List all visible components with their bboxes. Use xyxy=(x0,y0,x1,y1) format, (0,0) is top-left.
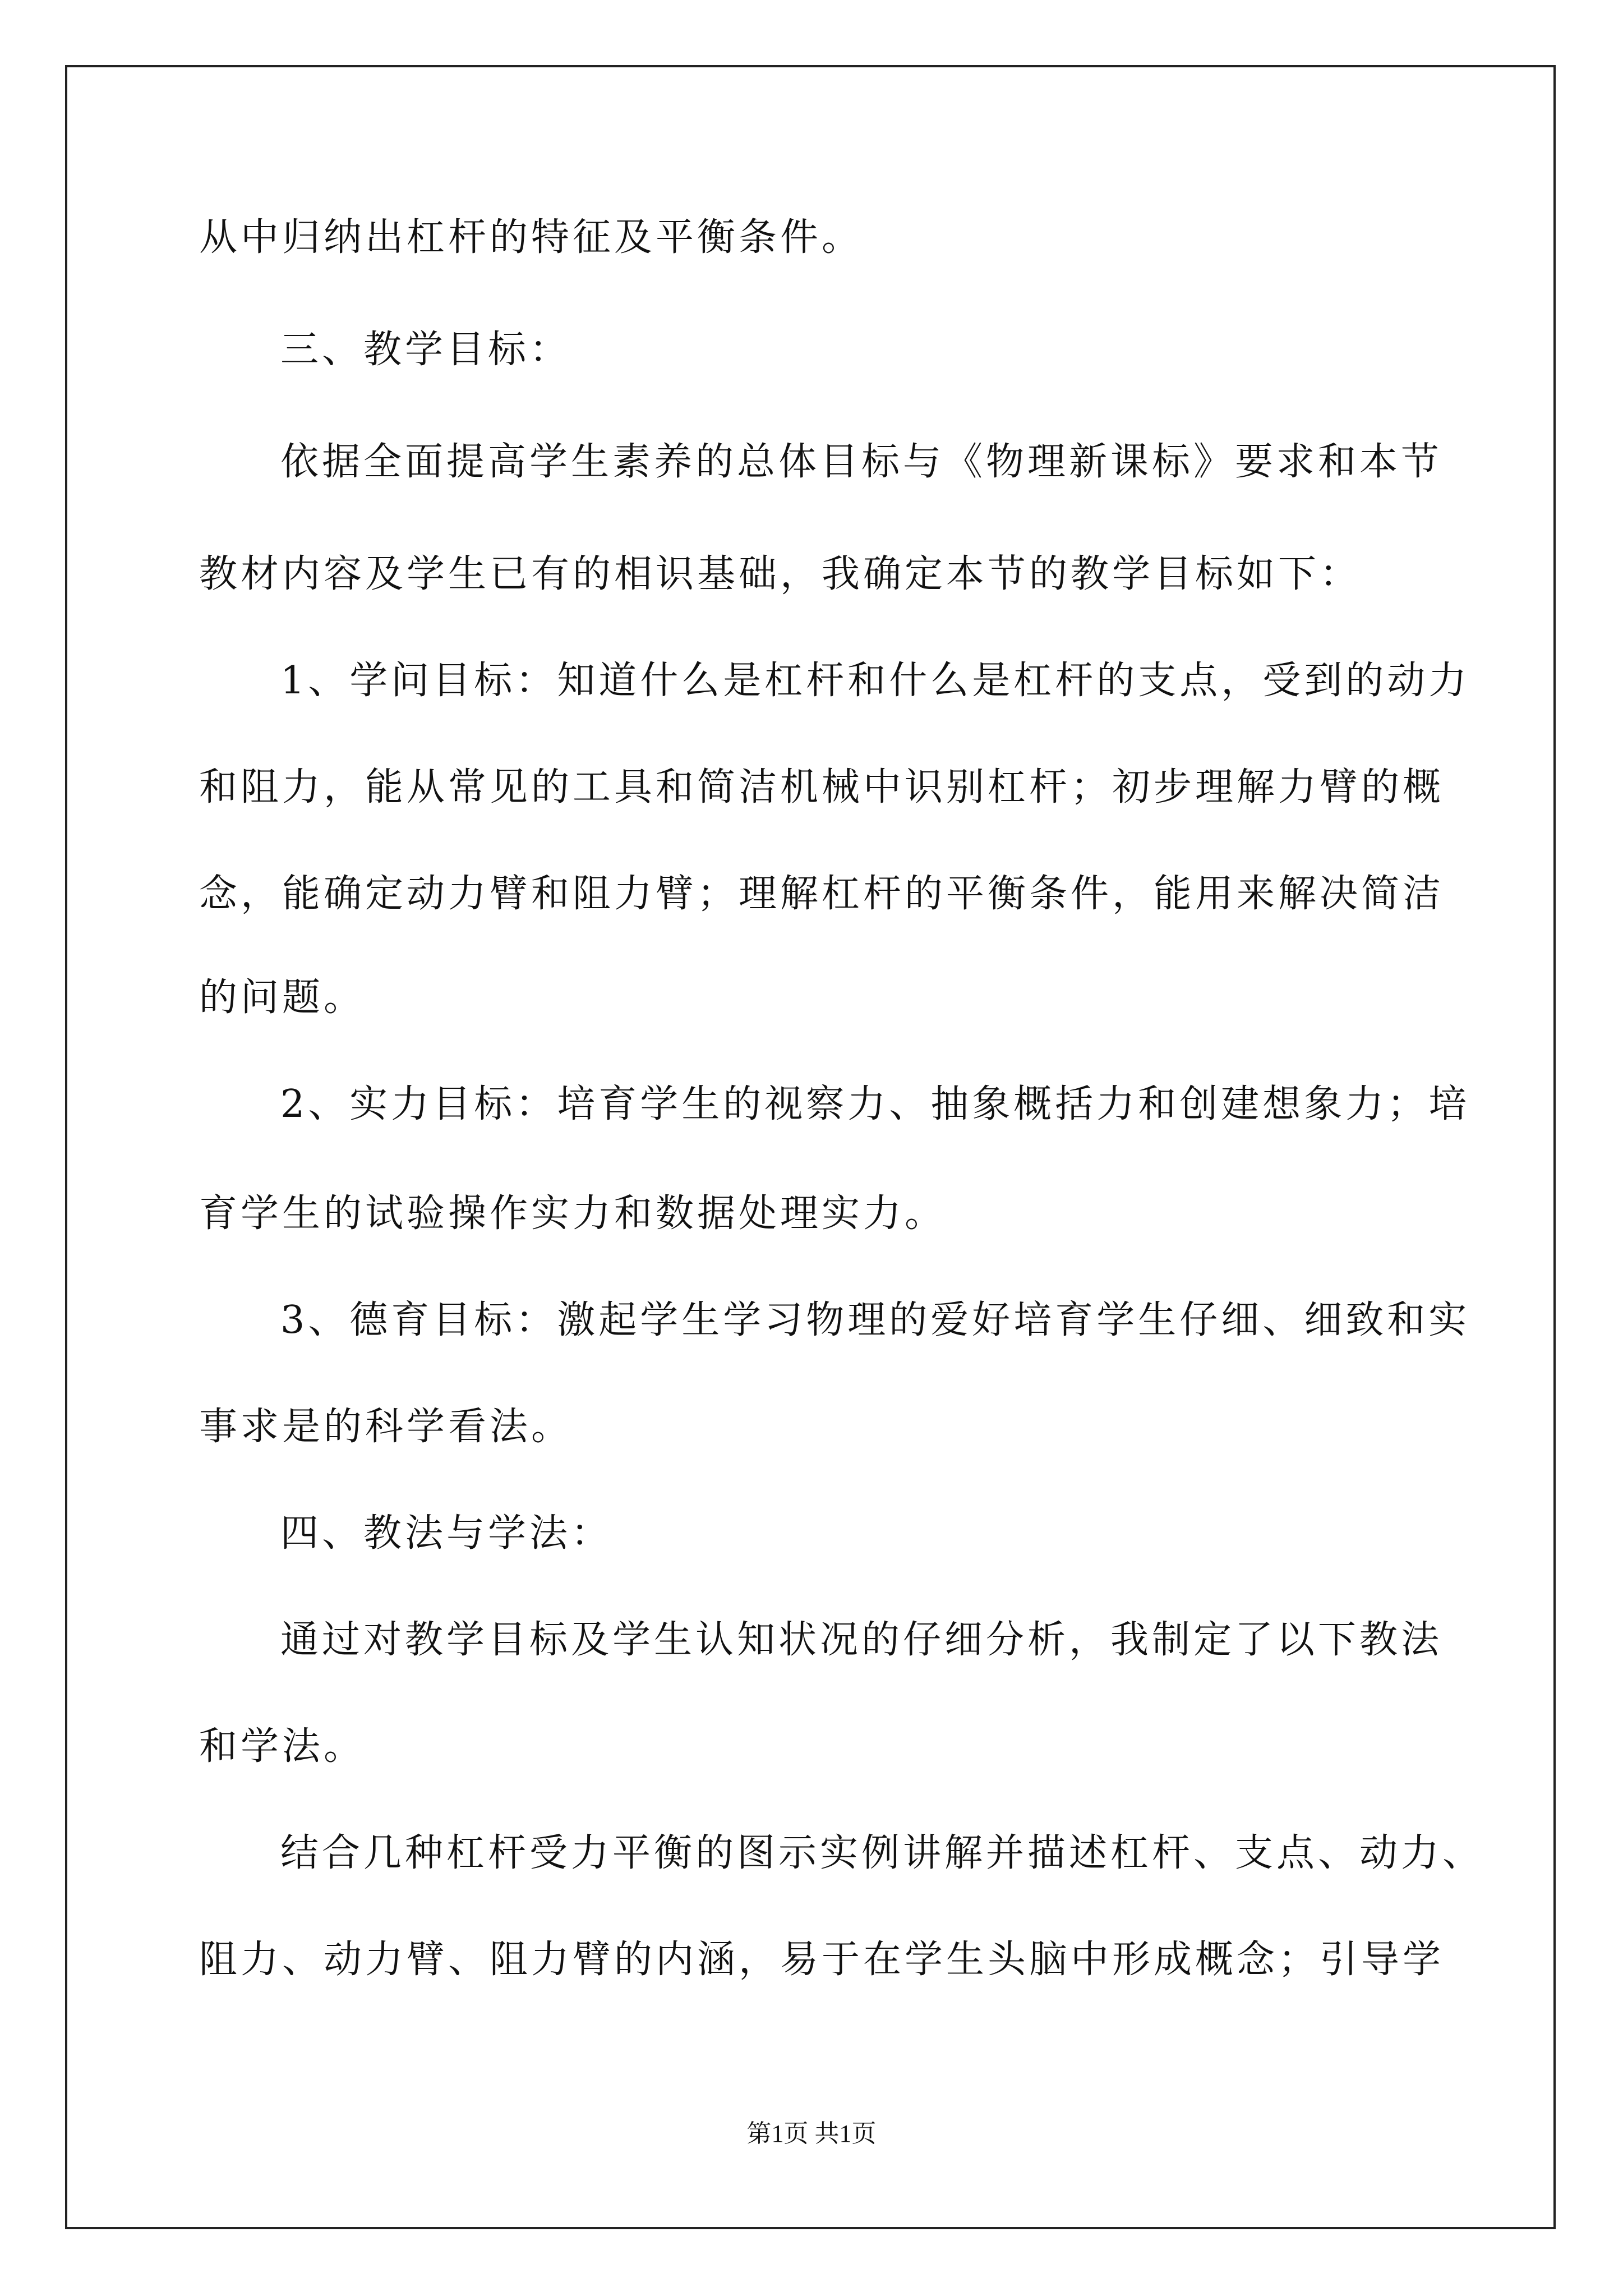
text-line: 1、学问目标：知道什么是杠杆和什么是杠杆的支点，受到的动力 xyxy=(280,659,1470,703)
page-border xyxy=(65,65,1556,2229)
text-line: 育学生的试验操作实力和数据处理实力。 xyxy=(199,1191,947,1236)
text-line: 事求是的科学看法。 xyxy=(199,1405,573,1449)
text-line: 依据全面提高学生素养的总体目标与《物理新课标》要求和本节 xyxy=(280,440,1443,484)
text-line: 结合几种杠杆受力平衡的图示实例讲解并描述杠杆、支点、动力、 xyxy=(280,1831,1484,1875)
text-line: 阻力、动力臂、阻力臂的内涵，易于在学生头脑中形成概念；引导学 xyxy=(199,1938,1445,1982)
text-line: 的问题。 xyxy=(199,976,366,1020)
text-line: 和学法。 xyxy=(199,1724,366,1769)
text-line: 念，能确定动力臂和阻力臂；理解杠杆的平衡条件，能用来解决简洁 xyxy=(199,872,1445,916)
text-line: 3、德育目标：激起学生学习物理的爱好培育学生仔细、细致和实 xyxy=(280,1298,1470,1342)
text-line: 通过对教学目标及学生认知状况的仔细分析，我制定了以下教法 xyxy=(280,1618,1443,1662)
section-heading: 三、教学目标： xyxy=(280,328,571,372)
text-line: 从中归纳出杠杆的特征及平衡条件。 xyxy=(199,215,864,260)
page-footer: 第1页 共1页 xyxy=(746,2120,877,2147)
text-line: 2、实力目标：培育学生的视察力、抽象概括力和创建想象力；培 xyxy=(280,1082,1470,1126)
section-heading: 四、教法与学法： xyxy=(280,1511,613,1556)
text-line: 教材内容及学生已有的相识基础，我确定本节的教学目标如下： xyxy=(199,552,1362,596)
text-line: 和阻力，能从常见的工具和简洁机械中识别杠杆；初步理解力臂的概 xyxy=(199,765,1445,809)
